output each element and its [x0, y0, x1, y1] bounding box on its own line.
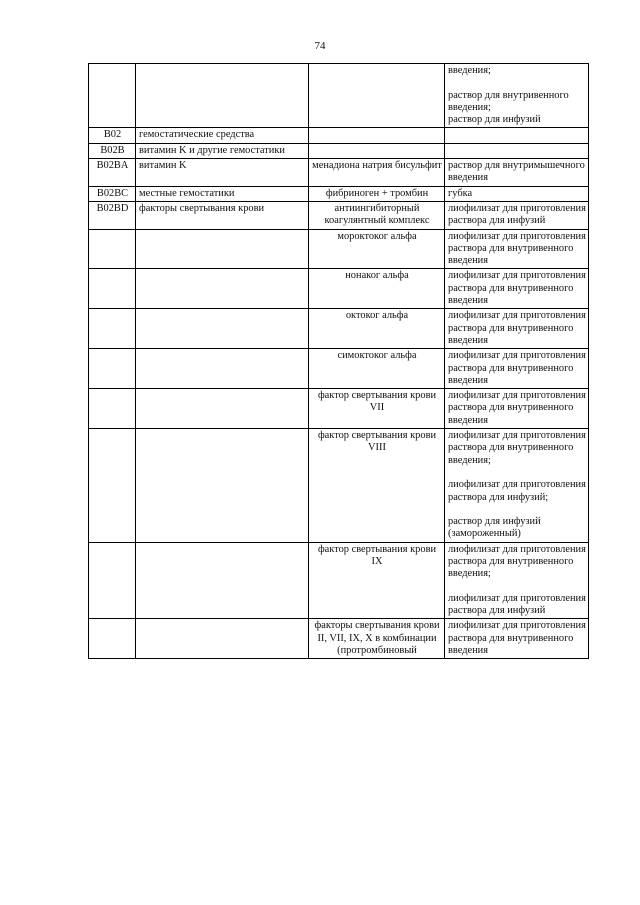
atc-code-cell: [89, 389, 136, 429]
atc-code-cell: B02: [89, 128, 136, 143]
group-name-cell: [136, 269, 309, 309]
table-row: [89, 389, 589, 429]
drug-name-cell: мороктоког альфа: [309, 229, 445, 269]
atc-code-cell: [89, 542, 136, 619]
dosage-form-cell: лиофилизат для приготовления раствора для внутривенного введения: [445, 269, 589, 309]
atc-code-cell: B02BA: [89, 159, 136, 187]
atc-code-cell: [89, 309, 136, 349]
drug-name-cell: октоког альфа: [309, 309, 445, 349]
table-row: [89, 269, 589, 309]
dosage-form-cell: [445, 128, 589, 143]
atc-code-cell: [89, 269, 136, 309]
drug-name-cell: менадиона натрия бисульфит: [309, 159, 445, 187]
drug-name-cell: фактор свертывания крови IX: [309, 542, 445, 619]
atc-code-cell: B02BD: [89, 201, 136, 229]
group-name-cell: витамин K: [136, 159, 309, 187]
table-body: [89, 64, 589, 659]
atc-code-cell: [89, 64, 136, 128]
dosage-form-cell: лиофилизат для приготовления раствора для внутривенного введения: [445, 309, 589, 349]
dosage-form-cell: лиофилизат для приготовления раствора для внутривенного введения: [445, 389, 589, 429]
drug-name-cell: антиингибиторный коагулянтный комплекс: [309, 201, 445, 229]
group-name-cell: [136, 542, 309, 619]
group-name-cell: [136, 229, 309, 269]
page-number: 74: [314, 40, 326, 52]
drug-name-cell: [309, 128, 445, 143]
table-row: [89, 64, 589, 128]
table-row: [89, 429, 589, 543]
group-name-cell: местные гемостатики: [136, 186, 309, 201]
table-row: [89, 128, 589, 143]
atc-code-cell: [89, 619, 136, 659]
drug-name-cell: фактор свертывания крови VIII: [309, 429, 445, 543]
table-row: [89, 619, 589, 659]
dosage-form-cell: лиофилизат для приготовления раствора для инфузий: [445, 201, 589, 229]
group-name-cell: витамин K и другие гемостатики: [136, 143, 309, 158]
drug-name-cell: нонаког альфа: [309, 269, 445, 309]
table-row: [89, 201, 589, 229]
dosage-form-cell: лиофилизат для приготовления раствора для внутривенного введения: [445, 349, 589, 389]
dosage-form-cell: лиофилизат для приготовления раствора для внутривенного введения; лиофилизат для приготовления раствора для инфузий; раствор для инфузий (замороженный): [445, 429, 589, 543]
atc-code-cell: B02BC: [89, 186, 136, 201]
group-name-cell: [136, 64, 309, 128]
group-name-cell: гемостатические средства: [136, 128, 309, 143]
drug-classification-table: [88, 63, 589, 659]
atc-code-cell: B02B: [89, 143, 136, 158]
dosage-form-cell: лиофилизат для приготовления раствора для внутривенного введения; лиофилизат для приготовления раствора для инфузий: [445, 542, 589, 619]
group-name-cell: [136, 309, 309, 349]
table-row: [89, 143, 589, 158]
atc-code-cell: [89, 229, 136, 269]
drug-name-cell: [309, 64, 445, 128]
atc-code-cell: [89, 429, 136, 543]
drug-name-cell: симоктоког альфа: [309, 349, 445, 389]
group-name-cell: [136, 429, 309, 543]
group-name-cell: [136, 619, 309, 659]
drug-name-cell: факторы свертывания крови II, VII, IX, X в комбинации (протромбиновый: [309, 619, 445, 659]
dosage-form-cell: лиофилизат для приготовления раствора для внутривенного введения: [445, 229, 589, 269]
table-row: [89, 542, 589, 619]
group-name-cell: [136, 349, 309, 389]
dosage-form-cell: [445, 143, 589, 158]
table-row: [89, 229, 589, 269]
group-name-cell: факторы свертывания крови: [136, 201, 309, 229]
drug-name-cell: [309, 143, 445, 158]
dosage-form-cell: введения; раствор для внутривенного введения; раствор для инфузий: [445, 64, 589, 128]
table-row: [89, 186, 589, 201]
table-row: [89, 349, 589, 389]
dosage-form-cell: лиофилизат для приготовления раствора для внутривенного введения: [445, 619, 589, 659]
table-row: [89, 159, 589, 187]
atc-code-cell: [89, 349, 136, 389]
group-name-cell: [136, 389, 309, 429]
dosage-form-cell: раствор для внутримышечного введения: [445, 159, 589, 187]
dosage-form-cell: губка: [445, 186, 589, 201]
table-row: [89, 309, 589, 349]
drug-name-cell: фактор свертывания крови VII: [309, 389, 445, 429]
drug-name-cell: фибриноген + тромбин: [309, 186, 445, 201]
